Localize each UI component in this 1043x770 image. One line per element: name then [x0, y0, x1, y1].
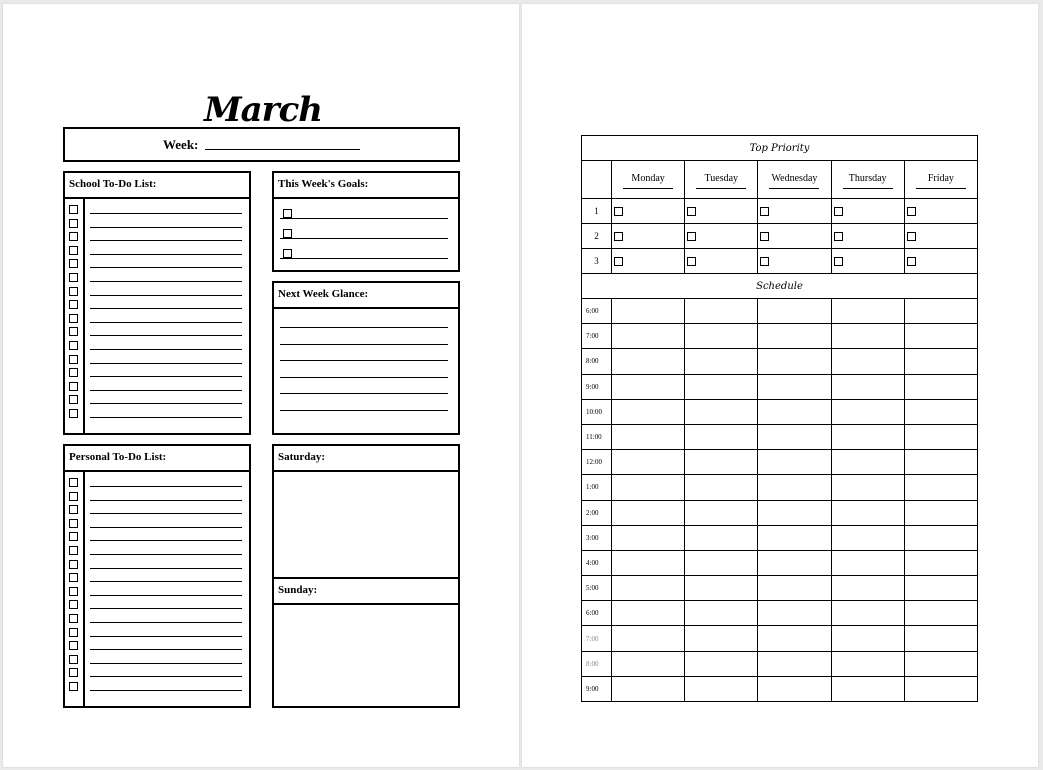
- personal-todo-line[interactable]: [90, 540, 242, 541]
- schedule-cell[interactable]: [685, 576, 758, 601]
- time-label: 5:00: [582, 576, 612, 601]
- schedule-cell[interactable]: [612, 399, 685, 424]
- schedule-cell[interactable]: [685, 500, 758, 525]
- left-page: [3, 4, 519, 767]
- schedule-cell[interactable]: [831, 676, 904, 701]
- time-label: 8:00: [582, 349, 612, 374]
- schedule-row: [582, 349, 978, 374]
- priority-cell[interactable]: [758, 224, 831, 249]
- priority-cell[interactable]: [758, 249, 831, 274]
- next-week-line[interactable]: [280, 327, 448, 328]
- personal-todo-checkbox[interactable]: [69, 628, 78, 637]
- schedule-cell[interactable]: [758, 601, 831, 626]
- schedule-cell[interactable]: [831, 324, 904, 349]
- day-date-line[interactable]: [696, 188, 746, 189]
- priority-checkbox[interactable]: [907, 257, 916, 266]
- schedule-cell[interactable]: [758, 374, 831, 399]
- school-todo-checkbox[interactable]: [69, 246, 78, 255]
- day-header-tuesday: [685, 161, 758, 199]
- weeks-goals-title: This Week's Goals:: [274, 173, 458, 199]
- schedule-cell[interactable]: [904, 349, 977, 374]
- school-todo-line[interactable]: [90, 254, 242, 255]
- school-todo-title: School To-Do List:: [65, 173, 249, 199]
- schedule-cell[interactable]: [685, 475, 758, 500]
- schedule-cell[interactable]: [904, 601, 977, 626]
- school-todo-checkbox[interactable]: [69, 382, 78, 391]
- schedule-cell[interactable]: [758, 525, 831, 550]
- priority-cell[interactable]: [904, 249, 977, 274]
- time-label: 6:00: [582, 601, 612, 626]
- personal-todo-checkbox[interactable]: [69, 600, 78, 609]
- checkbox-column-divider: [83, 199, 85, 433]
- schedule-cell[interactable]: [904, 475, 977, 500]
- school-todo-line[interactable]: [90, 363, 242, 364]
- priority-checkbox[interactable]: [687, 207, 696, 216]
- school-todo-list: [63, 171, 251, 435]
- priority-number: 3: [582, 249, 612, 274]
- priority-cell[interactable]: [831, 199, 904, 224]
- school-todo-line[interactable]: [90, 335, 242, 336]
- schedule-cell[interactable]: [612, 324, 685, 349]
- top-priority-header: Top Priority: [582, 136, 978, 161]
- school-todo-line[interactable]: [90, 403, 242, 404]
- priority-row: [582, 224, 978, 249]
- schedule-cell[interactable]: [685, 324, 758, 349]
- schedule-cell[interactable]: [758, 500, 831, 525]
- personal-todo-line[interactable]: [90, 513, 242, 514]
- schedule-row: [582, 450, 978, 475]
- schedule-cell[interactable]: [685, 374, 758, 399]
- schedule-cell[interactable]: [831, 550, 904, 575]
- schedule-cell[interactable]: [758, 424, 831, 449]
- schedule-cell[interactable]: [831, 626, 904, 651]
- personal-todo-line[interactable]: [90, 649, 242, 650]
- school-todo-checkbox[interactable]: [69, 300, 78, 309]
- priority-checkbox[interactable]: [760, 207, 769, 216]
- time-label: 7:00: [582, 324, 612, 349]
- goal-checkbox[interactable]: [283, 249, 292, 258]
- priority-cell[interactable]: [904, 224, 977, 249]
- schedule-cell[interactable]: [685, 349, 758, 374]
- schedule-cell[interactable]: [758, 576, 831, 601]
- schedule-cell[interactable]: [831, 299, 904, 324]
- schedule-cell[interactable]: [612, 349, 685, 374]
- weekend-box: [272, 444, 460, 708]
- day-header-monday: [612, 161, 685, 199]
- school-todo-line[interactable]: [90, 213, 242, 214]
- personal-todo-checkbox[interactable]: [69, 519, 78, 528]
- school-todo-checkbox[interactable]: [69, 259, 78, 268]
- schedule-cell[interactable]: [685, 651, 758, 676]
- priority-checkbox[interactable]: [834, 207, 843, 216]
- school-todo-line[interactable]: [90, 267, 242, 268]
- personal-todo-checkbox[interactable]: [69, 655, 78, 664]
- right-page: [522, 4, 1038, 767]
- schedule-cell[interactable]: [612, 475, 685, 500]
- schedule-cell[interactable]: [612, 576, 685, 601]
- personal-todo-checkbox[interactable]: [69, 492, 78, 501]
- personal-todo-checkbox[interactable]: [69, 614, 78, 623]
- week-label: Week:: [163, 137, 199, 152]
- schedule-cell[interactable]: [612, 374, 685, 399]
- schedule-cell[interactable]: [904, 676, 977, 701]
- schedule-cell[interactable]: [685, 676, 758, 701]
- day-name: Thursday: [848, 172, 887, 184]
- priority-cell[interactable]: [685, 224, 758, 249]
- weeks-goals: [272, 171, 460, 272]
- schedule-row: [582, 475, 978, 500]
- schedule-row: [582, 651, 978, 676]
- schedule-cell[interactable]: [831, 651, 904, 676]
- schedule-row: [582, 676, 978, 701]
- personal-todo-line[interactable]: [90, 554, 242, 555]
- priority-checkbox[interactable]: [614, 232, 623, 241]
- schedule-cell[interactable]: [831, 525, 904, 550]
- school-todo-checkbox[interactable]: [69, 287, 78, 296]
- schedule-cell[interactable]: [904, 500, 977, 525]
- school-todo-line[interactable]: [90, 227, 242, 228]
- schedule-row: [582, 324, 978, 349]
- next-week-line[interactable]: [280, 410, 448, 411]
- schedule-cell[interactable]: [685, 601, 758, 626]
- schedule-cell[interactable]: [904, 525, 977, 550]
- school-todo-checkbox[interactable]: [69, 409, 78, 418]
- schedule-row: [582, 299, 978, 324]
- personal-todo-line[interactable]: [90, 595, 242, 596]
- day-name: Tuesday: [704, 172, 739, 184]
- school-todo-line[interactable]: [90, 308, 242, 309]
- time-label: 7:00: [582, 626, 612, 651]
- personal-todo-line[interactable]: [90, 568, 242, 569]
- school-todo-line[interactable]: [90, 240, 242, 241]
- schedule-cell[interactable]: [685, 424, 758, 449]
- schedule-cell[interactable]: [685, 450, 758, 475]
- schedule-header: Schedule: [582, 274, 978, 299]
- schedule-row: [582, 374, 978, 399]
- next-week-title: Next Week Glance:: [274, 283, 458, 309]
- time-label: 4:00: [582, 550, 612, 575]
- week-box: [63, 127, 460, 162]
- schedule-row: [582, 601, 978, 626]
- schedule-cell[interactable]: [758, 550, 831, 575]
- next-week-glance: [272, 281, 460, 435]
- schedule-cell[interactable]: [904, 550, 977, 575]
- time-label: 10:00: [582, 399, 612, 424]
- priority-checkbox[interactable]: [687, 257, 696, 266]
- personal-todo-line[interactable]: [90, 486, 242, 487]
- school-todo-checkbox[interactable]: [69, 273, 78, 282]
- day-header-wednesday: [758, 161, 831, 199]
- schedule-row: [582, 550, 978, 575]
- personal-todo-checkbox[interactable]: [69, 505, 78, 514]
- personal-todo-line[interactable]: [90, 581, 242, 582]
- school-todo-line[interactable]: [90, 281, 242, 282]
- saturday-title: Saturday:: [274, 446, 458, 472]
- priority-checkbox[interactable]: [614, 207, 623, 216]
- schedule-cell[interactable]: [904, 374, 977, 399]
- time-label: 8:00: [582, 651, 612, 676]
- schedule-cell[interactable]: [904, 299, 977, 324]
- schedule-cell[interactable]: [904, 324, 977, 349]
- personal-todo-checkbox[interactable]: [69, 682, 78, 691]
- school-todo-checkbox[interactable]: [69, 232, 78, 241]
- school-todo-line[interactable]: [90, 390, 242, 391]
- day-header-thursday: [831, 161, 904, 199]
- schedule-row: [582, 626, 978, 651]
- priority-checkbox[interactable]: [760, 232, 769, 241]
- priority-cell[interactable]: [831, 249, 904, 274]
- school-todo-checkbox[interactable]: [69, 327, 78, 336]
- priority-checkbox[interactable]: [834, 257, 843, 266]
- time-label: 3:00: [582, 525, 612, 550]
- schedule-cell[interactable]: [904, 626, 977, 651]
- schedule-cell[interactable]: [831, 475, 904, 500]
- goal-line[interactable]: [280, 238, 448, 239]
- day-header-friday: [904, 161, 977, 199]
- schedule-row: [582, 399, 978, 424]
- personal-todo-line[interactable]: [90, 690, 242, 691]
- schedule-cell[interactable]: [612, 676, 685, 701]
- school-todo-line[interactable]: [90, 349, 242, 350]
- schedule-row: [582, 576, 978, 601]
- personal-todo-line[interactable]: [90, 636, 242, 637]
- priority-cell[interactable]: [612, 249, 685, 274]
- day-date-line[interactable]: [769, 188, 819, 189]
- school-todo-checkbox[interactable]: [69, 355, 78, 364]
- schedule-cell[interactable]: [612, 550, 685, 575]
- priority-cell[interactable]: [685, 199, 758, 224]
- school-todo-checkbox[interactable]: [69, 368, 78, 377]
- time-label: 12:00: [582, 450, 612, 475]
- schedule-cell[interactable]: [758, 349, 831, 374]
- schedule-cell[interactable]: [904, 399, 977, 424]
- personal-todo-line[interactable]: [90, 608, 242, 609]
- schedule-cell[interactable]: [758, 626, 831, 651]
- day-date-line[interactable]: [916, 188, 966, 189]
- priority-checkbox[interactable]: [760, 257, 769, 266]
- goal-checkbox[interactable]: [283, 209, 292, 218]
- month-title: March: [203, 90, 322, 130]
- time-label: 6:00: [582, 299, 612, 324]
- schedule-cell[interactable]: [831, 576, 904, 601]
- schedule-cell[interactable]: [831, 349, 904, 374]
- schedule-cell[interactable]: [758, 299, 831, 324]
- personal-todo-line[interactable]: [90, 663, 242, 664]
- personal-todo-line[interactable]: [90, 527, 242, 528]
- schedule-cell[interactable]: [612, 651, 685, 676]
- schedule-cell[interactable]: [758, 475, 831, 500]
- schedule-cell[interactable]: [685, 525, 758, 550]
- schedule-cell[interactable]: [758, 450, 831, 475]
- priority-cell[interactable]: [685, 249, 758, 274]
- personal-todo-checkbox[interactable]: [69, 478, 78, 487]
- priority-checkbox[interactable]: [907, 232, 916, 241]
- next-week-line[interactable]: [280, 393, 448, 394]
- day-name: Wednesday: [771, 172, 818, 184]
- time-label: 9:00: [582, 374, 612, 399]
- personal-todo-checkbox[interactable]: [69, 668, 78, 677]
- schedule-cell[interactable]: [831, 399, 904, 424]
- priority-cell[interactable]: [612, 199, 685, 224]
- schedule-cell[interactable]: [685, 399, 758, 424]
- school-todo-line[interactable]: [90, 322, 242, 323]
- personal-todo-checkbox[interactable]: [69, 573, 78, 582]
- day-name: Monday: [631, 172, 665, 184]
- schedule-cell[interactable]: [612, 450, 685, 475]
- schedule-cell[interactable]: [758, 676, 831, 701]
- priority-checkbox[interactable]: [687, 232, 696, 241]
- priority-checkbox[interactable]: [614, 257, 623, 266]
- schedule-cell[interactable]: [904, 651, 977, 676]
- personal-todo-checkbox[interactable]: [69, 560, 78, 569]
- schedule-cell[interactable]: [612, 299, 685, 324]
- schedule-cell[interactable]: [904, 576, 977, 601]
- school-todo-line[interactable]: [90, 417, 242, 418]
- schedule-cell[interactable]: [612, 500, 685, 525]
- priority-cell[interactable]: [831, 224, 904, 249]
- schedule-row: [582, 424, 978, 449]
- personal-todo-checkbox[interactable]: [69, 532, 78, 541]
- school-todo-line[interactable]: [90, 376, 242, 377]
- personal-todo-line[interactable]: [90, 622, 242, 623]
- goal-checkbox[interactable]: [283, 229, 292, 238]
- personal-todo-checkbox[interactable]: [69, 546, 78, 555]
- schedule-cell[interactable]: [831, 424, 904, 449]
- schedule-cell[interactable]: [612, 601, 685, 626]
- goal-line[interactable]: [280, 258, 448, 259]
- time-label: 9:00: [582, 676, 612, 701]
- school-todo-checkbox[interactable]: [69, 314, 78, 323]
- priority-checkbox[interactable]: [834, 232, 843, 241]
- schedule-cell[interactable]: [831, 450, 904, 475]
- personal-todo-line[interactable]: [90, 676, 242, 677]
- school-todo-checkbox[interactable]: [69, 395, 78, 404]
- priority-checkbox[interactable]: [907, 207, 916, 216]
- schedule-cell[interactable]: [831, 601, 904, 626]
- schedule-cell[interactable]: [685, 550, 758, 575]
- schedule-header-row: [582, 274, 978, 299]
- checkbox-column-divider: [83, 472, 85, 706]
- school-todo-checkbox[interactable]: [69, 341, 78, 350]
- schedule-cell[interactable]: [612, 525, 685, 550]
- priority-cell[interactable]: [904, 199, 977, 224]
- schedule-cell[interactable]: [758, 324, 831, 349]
- weekly-planner-table: [581, 135, 978, 702]
- schedule-cell[interactable]: [904, 424, 977, 449]
- next-week-line[interactable]: [280, 377, 448, 378]
- schedule-cell[interactable]: [758, 651, 831, 676]
- time-label: 2:00: [582, 500, 612, 525]
- priority-number: 2: [582, 224, 612, 249]
- school-todo-checkbox[interactable]: [69, 205, 78, 214]
- schedule-cell[interactable]: [831, 374, 904, 399]
- schedule-cell[interactable]: [758, 399, 831, 424]
- priority-cell[interactable]: [758, 199, 831, 224]
- priority-row: [582, 199, 978, 224]
- personal-todo-list: [63, 444, 251, 708]
- priority-row: [582, 249, 978, 274]
- personal-todo-line[interactable]: [90, 500, 242, 501]
- personal-todo-title: Personal To-Do List:: [65, 446, 249, 472]
- day-date-line[interactable]: [623, 188, 673, 189]
- day-name: Friday: [927, 172, 954, 184]
- week-line[interactable]: [205, 149, 360, 150]
- schedule-cell[interactable]: [685, 626, 758, 651]
- next-week-line[interactable]: [280, 360, 448, 361]
- corner-cell: [582, 161, 612, 199]
- priority-number: 1: [582, 199, 612, 224]
- schedule-row: [582, 525, 978, 550]
- time-label: 11:00: [582, 424, 612, 449]
- personal-todo-checkbox[interactable]: [69, 587, 78, 596]
- time-label: 1:00: [582, 475, 612, 500]
- schedule-cell[interactable]: [612, 626, 685, 651]
- day-date-line[interactable]: [843, 188, 893, 189]
- sunday-title: Sunday:: [274, 579, 458, 605]
- next-week-line[interactable]: [280, 344, 448, 345]
- schedule-cell[interactable]: [612, 424, 685, 449]
- school-todo-checkbox[interactable]: [69, 219, 78, 228]
- schedule-cell[interactable]: [904, 450, 977, 475]
- personal-todo-checkbox[interactable]: [69, 641, 78, 650]
- school-todo-line[interactable]: [90, 295, 242, 296]
- schedule-cell[interactable]: [831, 500, 904, 525]
- schedule-row: [582, 500, 978, 525]
- schedule-cell[interactable]: [685, 299, 758, 324]
- goal-line[interactable]: [280, 218, 448, 219]
- priority-cell[interactable]: [612, 224, 685, 249]
